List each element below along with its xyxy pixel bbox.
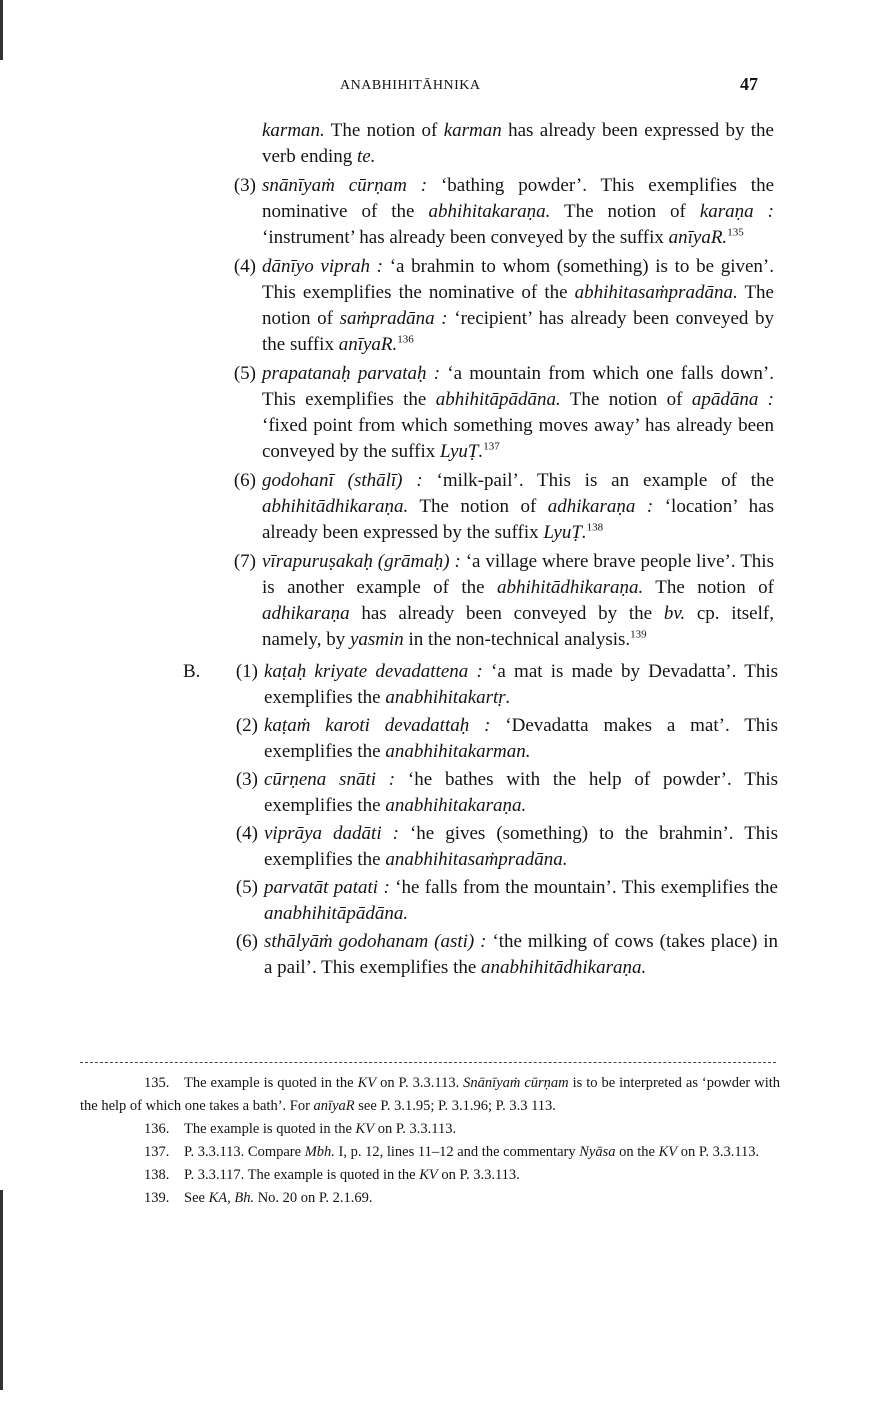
sanskrit-example: snānīyaṁ cūrṇam : (262, 175, 428, 196)
text: P. 3.3.117. The example is quoted in the (184, 1167, 420, 1183)
running-head: ANABHIHITĀHNIKA (340, 78, 481, 93)
footnote (80, 1141, 780, 1164)
text: ‘a brahmin to whom (something) is to be given’. This exemplifies the nominative of the (262, 256, 774, 303)
sanskrit-example: prapatanaḥ parvataḥ : (262, 363, 441, 384)
term: LyuṬ. (440, 441, 484, 462)
footnotes (80, 1072, 780, 1210)
footnote (80, 1118, 780, 1141)
example-item (233, 173, 774, 251)
item-number: (6) (233, 470, 256, 491)
text: The example is quoted in the (184, 1121, 356, 1137)
term: anabhihitāpādāna. (264, 903, 409, 924)
term: anabhihitakarman. (385, 741, 531, 762)
sanskrit-example: dānīyo viprah : (262, 256, 384, 277)
text: on P. 3.3.113. (677, 1144, 760, 1160)
text: ‘fixed point from which something moves away’ has already been conveyed by the suffix (262, 415, 774, 462)
term: Snānīyaṁ cūrṇam (463, 1075, 569, 1091)
term: apādāna : (691, 389, 774, 410)
term: anīyaR. (668, 227, 728, 248)
term: anīyaR. (338, 334, 398, 355)
text: ‘he falls from the mountain’. This exemplifies the (389, 877, 778, 898)
text: ‘he bathes with the help of powder’. This exemplifies the (264, 769, 778, 816)
term: Nyāsa (579, 1144, 616, 1160)
text: ‘he gives (something) to the brahmin’. This exemplifies the (264, 823, 778, 870)
scan-edge-mark (0, 0, 3, 60)
sanskrit-example: kaṭaḥ kriyate devadattena : (264, 661, 483, 682)
text: See (184, 1190, 209, 1206)
term: bv. (663, 603, 686, 624)
sanskrit-example: viprāya dadāti : (264, 823, 399, 844)
text: No. 20 on P. 2.1.69. (254, 1190, 373, 1206)
text: P. 3.3.113. Compare (184, 1144, 305, 1160)
footnote (80, 1072, 780, 1118)
example-item (233, 549, 774, 653)
text: on P. 3.3.113. (376, 1075, 464, 1091)
text: has already been expressed by the verb ending (262, 120, 774, 167)
example-item (233, 468, 775, 546)
term: anīyaR (313, 1098, 355, 1114)
footnote-ref: 139 (630, 628, 647, 641)
term: anabhihitasaṁpradāna. (385, 849, 568, 870)
item-number: (2) (235, 715, 258, 736)
term: KV (357, 1075, 377, 1091)
example-item (235, 875, 778, 927)
term: saṁpradāna : (339, 308, 448, 329)
text: The notion of (324, 120, 444, 141)
text: ‘a mountain from which one falls down’. This exemplifies the (262, 363, 774, 410)
page-number: 47 (740, 74, 758, 94)
term: KV (658, 1144, 678, 1160)
text: is to be interpreted as ‘powder with the help of which one takes a bath’. For (80, 1075, 780, 1114)
section-a-list (0, 173, 894, 653)
sanskrit-example: cūrṇena snāti : (264, 769, 396, 790)
section-letter: B. (183, 661, 201, 682)
item-number: (6) (235, 931, 258, 952)
sanskrit-example: parvatāt patati : (264, 877, 390, 898)
term: abhihitakaraṇa. (428, 201, 551, 222)
text: ‘milk-pail’. This is an example of the (422, 470, 775, 491)
text: ‘instrument’ has already been conveyed by the suffix (262, 227, 669, 248)
text: The notion of (262, 282, 774, 329)
footnote (80, 1164, 780, 1187)
text: The notion of (550, 201, 700, 222)
intro-paragraph (262, 118, 774, 170)
example-item (235, 821, 778, 873)
footnote-ref: 135 (727, 226, 744, 239)
example-item (235, 767, 778, 819)
term: abhihitāpādāna. (435, 389, 561, 410)
item-number: (4) (233, 256, 256, 277)
text: has already been conveyed by the (349, 603, 664, 624)
term: abhihitasaṁpradāna. (574, 282, 738, 303)
text: I, p. 12, lines 11–12 and the commentary (334, 1144, 580, 1160)
text: cp. itself, namely, by (262, 603, 774, 650)
footnote-number: 135. (144, 1075, 170, 1091)
sanskrit-example: godohanī (sthālī) : (262, 470, 423, 491)
example-item (233, 254, 775, 358)
example-item (235, 929, 778, 981)
item-number: (3) (233, 175, 256, 196)
text: on the (615, 1144, 659, 1160)
footnote-number: 136. (144, 1121, 170, 1137)
footnote-number: 139. (144, 1190, 170, 1206)
term: yasmin (349, 629, 404, 650)
term: abhihitādhikaraṇa. (262, 496, 409, 517)
body-text (0, 118, 894, 981)
text: The notion of (643, 577, 774, 598)
example-item (183, 659, 778, 711)
text: in the non-technical analysis. (403, 629, 631, 650)
footnote-ref: 138 (586, 521, 604, 534)
example-item (235, 713, 778, 765)
term: anabhihitakaraṇa. (385, 795, 527, 816)
sanskrit-example: kaṭaṁ karoti devadattaḥ : (264, 715, 491, 736)
term: Mbh. (304, 1144, 335, 1160)
term: te. (356, 146, 376, 167)
term: anabhihitādhikaraṇa. (481, 957, 647, 978)
item-number: (3) (235, 769, 258, 790)
term: KV (419, 1167, 438, 1183)
footnote-ref: 137 (483, 440, 500, 453)
footnote-rule (80, 1062, 776, 1063)
text: see P. 3.1.95; P. 3.1.96; P. 3.3 113. (354, 1098, 556, 1114)
text: The notion of (408, 496, 548, 517)
text: The notion of (560, 389, 692, 410)
term: LyuṬ. (543, 522, 587, 543)
footnote-ref: 136 (397, 333, 414, 346)
item-number: (5) (235, 877, 258, 898)
text: The example is quoted in the (184, 1075, 358, 1091)
term: anabhihitakartṛ. (385, 687, 511, 708)
scan-edge-mark (0, 1190, 3, 1390)
text: on P. 3.3.113. (437, 1167, 520, 1183)
sanskrit-example: sthālyāṁ godohanam (asti) : (264, 931, 487, 952)
term: abhihitādhikaraṇa. (497, 577, 644, 598)
footnote-number: 138. (144, 1167, 170, 1183)
text: ‘the milking of cows (takes place) in a pail’. This exemplifies the (264, 931, 778, 978)
term: adhikaraṇa : (547, 496, 654, 517)
section-b-list (0, 659, 894, 981)
example-item (233, 361, 774, 465)
term: karaṇa : (699, 201, 774, 222)
item-number: (4) (235, 823, 258, 844)
text: ‘a mat is made by Devadatta’. This exemplifies the (264, 661, 778, 708)
term: adhikaraṇa (262, 603, 350, 624)
text: ‘a village where brave people live’. This is another example of the (262, 551, 774, 598)
term: KV (355, 1121, 375, 1137)
text: ‘Devadatta makes a mat’. This exemplifies the (264, 715, 778, 762)
text: ‘bathing powder’. This exemplifies the nominative of the (262, 175, 774, 222)
footnote-number: 137. (144, 1144, 170, 1160)
term: karman. (262, 120, 325, 141)
term: karman (443, 120, 502, 141)
term: KA, Bh. (208, 1190, 255, 1206)
footnote (80, 1187, 780, 1210)
item-number: (7) (233, 551, 256, 572)
text: ‘location’ has already been expressed by the suffix (262, 496, 774, 543)
sanskrit-example: vīrapuruṣakaḥ (grāmaḥ) : (262, 551, 461, 572)
text: on P. 3.3.113. (374, 1121, 457, 1137)
text: ‘recipient’ has already been conveyed by the suffix (262, 308, 775, 355)
item-number: (5) (233, 363, 256, 384)
item-number: (1) (235, 661, 258, 682)
